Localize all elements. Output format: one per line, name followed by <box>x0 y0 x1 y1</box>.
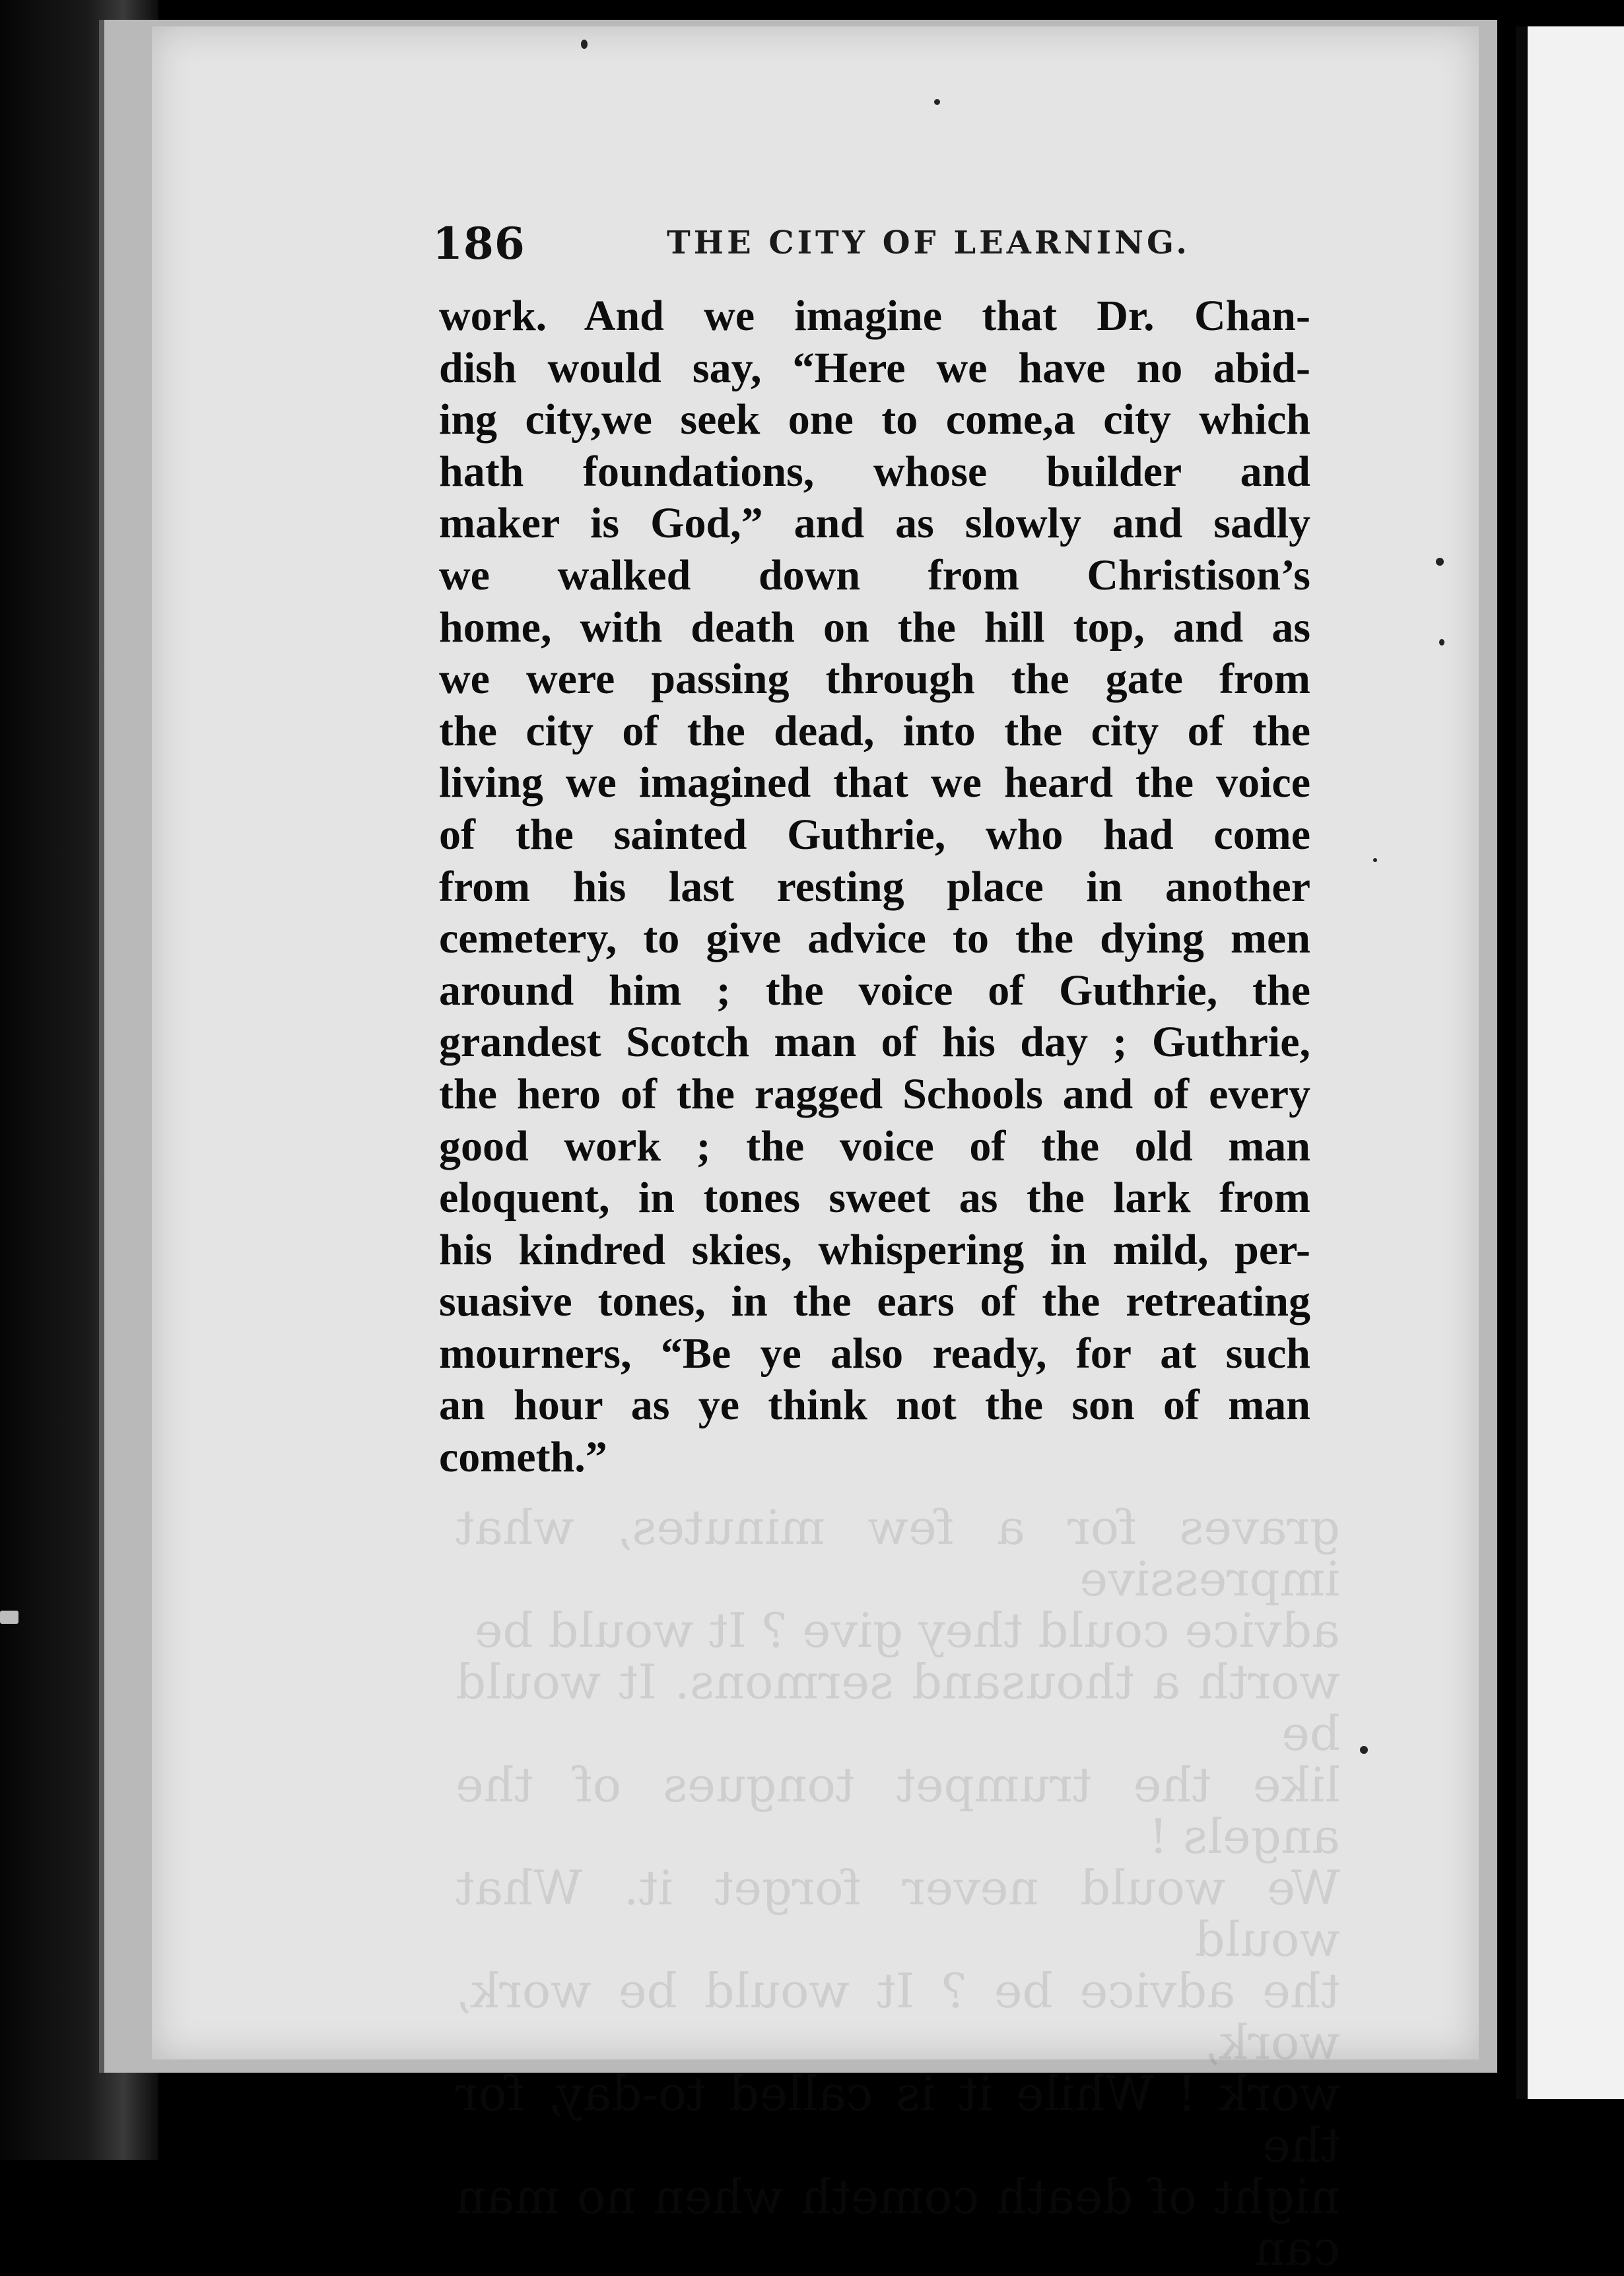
text-line: the hero of the ragged Schools and of every <box>439 1069 1310 1118</box>
text-line: mourners, “Be ye also ready, for at such <box>439 1329 1310 1378</box>
running-head <box>432 218 1330 269</box>
text-line: eloquent, in tones sweet as the lark from <box>439 1174 1310 1222</box>
ink-speck <box>1439 639 1444 646</box>
text-line: around him ; the voice of Guthrie, the <box>439 966 1310 1015</box>
text-line: we walked down from Christison’s <box>439 551 1310 599</box>
ink-speck <box>1436 558 1444 566</box>
text-line: his kindred skies, whispering in mild, per- <box>439 1225 1310 1274</box>
scan-edge-mark <box>0 1611 18 1624</box>
text-line: cometh.” <box>439 1433 607 1482</box>
ink-speck <box>1373 858 1377 862</box>
ink-speck <box>934 99 940 105</box>
text-line: cemetery, to give advice to the dying men <box>439 914 1310 963</box>
text-line: the city of the dead, into the city of the <box>439 706 1310 755</box>
ink-speck <box>1360 1746 1368 1754</box>
text-line: grandest Scotch man of his day ; Guthrie, <box>439 1018 1310 1067</box>
show-through-bleed: graves for a few minutes, what impressive advice could they give ? It would be worth a thousand sermons. It would be like the trumpet tongues of the angels ! We would never forget it. What would the advice be ? It would be work, work, work ! While it is called to-day, for the night of death cometh when no man can <box>456 1500 1340 2276</box>
text-line: suasive tones, in the ears of the retreating <box>439 1277 1310 1326</box>
text-line: home, with death on the hill top, and as <box>439 603 1310 652</box>
text-line: good work ; the voice of the old man <box>439 1121 1310 1170</box>
ink-speck <box>581 40 588 49</box>
facing-page-edge <box>1516 26 1624 2099</box>
text-line: hath foundations, whose builder and <box>439 447 1310 496</box>
text-line: an hour as ye think not the son of man <box>439 1381 1310 1430</box>
text-line: work. And we imagine that Dr. Chan- <box>439 292 1310 340</box>
header-title: THE CITY OF LEARNING. <box>667 224 1190 261</box>
text-line: maker is God,” and as slowly and sadly <box>439 499 1310 548</box>
text-line: living we imagined that we heard the voice <box>439 758 1310 807</box>
text-line: dish would say, “Here we have no abid- <box>439 343 1310 392</box>
text-line: we were passing through the gate from <box>439 655 1310 704</box>
text-line: from his last resting place in another <box>439 862 1310 911</box>
text-line: of the sainted Guthrie, who had come <box>439 810 1310 859</box>
page-number: 186 <box>432 218 525 269</box>
text-line: ing city,we seek one to come,a city which <box>439 395 1310 444</box>
body-text <box>439 290 1310 1484</box>
